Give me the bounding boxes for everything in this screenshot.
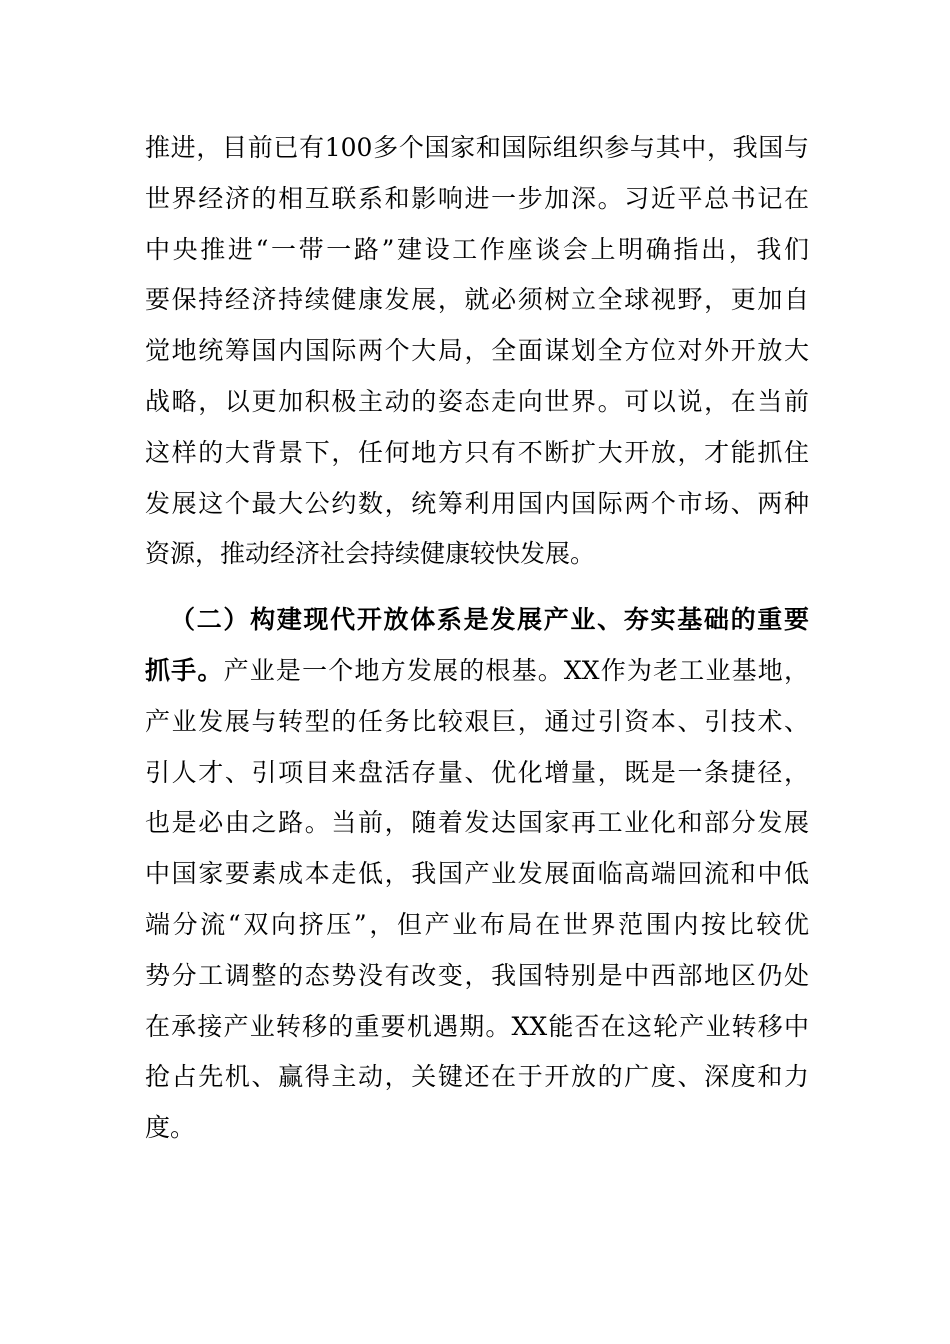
paragraph-line: 推进，目前已有100多个国家和国际组织参与其中，我国与 — [145, 133, 809, 162]
paragraph-line — [145, 651, 809, 702]
paragraph-line: 发展这个最大公约数，统筹利用国内国际两个市场、两种 — [145, 488, 809, 518]
paragraph-line: 抢占先机、赢得主动，关键还在于开放的广度、深度和力 — [145, 1062, 809, 1092]
paragraph-spacer — [145, 585, 809, 600]
document-body — [145, 128, 809, 1159]
paragraph-2 — [145, 600, 809, 1159]
paragraph-line: 引人才、引项目来盘活存量、优化增量，既是一条捷径， — [145, 757, 809, 787]
paragraph-line: 资源，推动经济社会持续健康较快发展。 — [145, 539, 596, 569]
paragraph-line: 世界经济的相互联系和影响进一步加深。习近平总书记在 — [145, 183, 809, 213]
paragraph-line: 度。 — [145, 1113, 196, 1143]
paragraph-line: 这样的大背景下，任何地方只有不断扩大开放，才能抓住 — [145, 437, 809, 467]
paragraph-line: 也是必由之路。当前，随着发达国家再工业化和部分发展 — [145, 808, 809, 838]
paragraph-line: 觉地统筹国内国际两个大局，全面谋划全方位对外开放大 — [145, 336, 809, 366]
section-heading-line: （二）构建现代开放体系是发展产业、夯实基础的重要 — [170, 605, 809, 635]
paragraph-line: 中央推进“一带一路”建设工作座谈会上明确指出，我们 — [145, 234, 809, 264]
paragraph-line: 在承接产业转移的重要机遇期。XX能否在这轮产业转移中 — [145, 1011, 809, 1041]
paragraph-line: 要保持经济持续健康发展，就必须树立全球视野，更加自 — [145, 285, 809, 315]
paragraph-line: 端分流“双向挤压”，但产业布局在世界范围内按比较优 — [145, 909, 809, 939]
paragraph-line: 战略，以更加积极主动的姿态走向世界。可以说，在当前 — [145, 386, 809, 416]
paragraph-line-text: 产业是一个地方发展的根基。XX作为老工业基地， — [223, 655, 809, 685]
section-heading-end: 抓手。 — [145, 655, 224, 685]
paragraph-line: 中国家要素成本走低，我国产业发展面临高端回流和中低 — [145, 859, 809, 889]
paragraph-line: 势分工调整的态势没有改变，我国特别是中西部地区仍处 — [145, 960, 809, 990]
paragraph-1 — [145, 128, 809, 585]
paragraph-line: 产业发展与转型的任务比较艰巨，通过引资本、引技术、 — [145, 706, 809, 736]
